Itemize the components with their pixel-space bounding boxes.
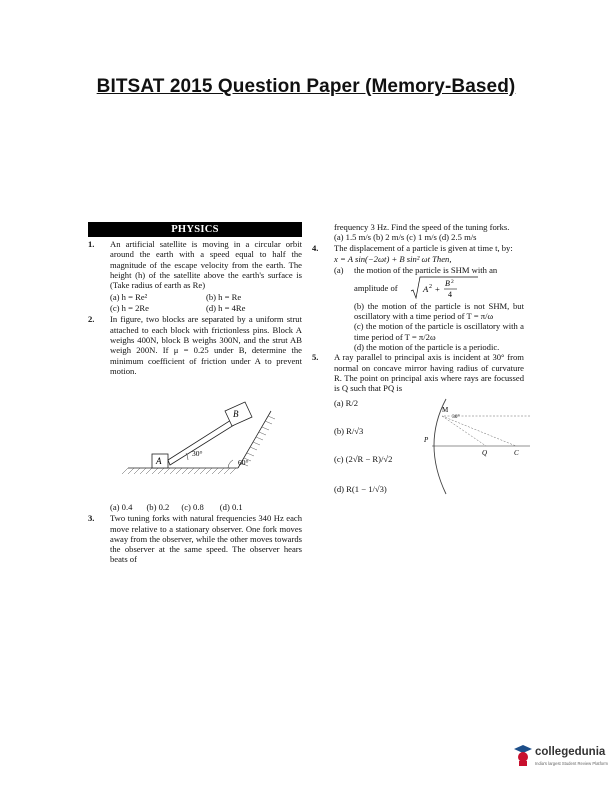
q4-option-b-text: (b) the motion of the particle is not SHM, but oscillatory with a time period of T = π/ω bbox=[354, 300, 524, 322]
q4-equation: x = A sin(−2ωt) + B sin² ωt Then, bbox=[334, 253, 452, 264]
q5-option-c: (c) (2√R − R)/√2 bbox=[334, 453, 393, 464]
strut-diagram bbox=[88, 380, 302, 500]
q2-option-b: (b) 0.2 bbox=[146, 502, 170, 513]
q2-options bbox=[88, 502, 302, 513]
right-column bbox=[312, 222, 524, 514]
q4-option-d-text: (d) the motion of the particle is a periodic. bbox=[354, 342, 500, 353]
question-number: 3. bbox=[88, 513, 95, 524]
question-text: In figure, two blocks are separated by a uniform strut attached to each block with frictionless pins. Block A weighs 400N, block B weighs 300N, and the strut AB weigh 200N. If μ = 0.25 under B, determine the minimum coefficient of friction under A to prevent motion. bbox=[110, 314, 302, 376]
logo-tagline: India's largest Student Review Platform bbox=[535, 761, 608, 766]
q1-option-b: (b) h = Re bbox=[206, 292, 242, 303]
question-number: 4. bbox=[312, 243, 319, 254]
q4-option-c-text: (c) the motion of the particle is oscillatory with a time period of T = π/2ω bbox=[354, 321, 524, 342]
q5-option-a: (a) R/2 bbox=[334, 397, 359, 408]
question-1 bbox=[88, 239, 302, 290]
q5-options-and-figure bbox=[312, 394, 524, 514]
question-text: The displacement of a particle is given at time t, by: bbox=[334, 243, 513, 254]
q2-option-d: (d) 0.1 bbox=[219, 502, 243, 513]
q4-option-a: (a) the motion of the particle is SHM with an bbox=[334, 264, 498, 275]
question-number: 5. bbox=[312, 352, 319, 363]
block-a-label: A bbox=[156, 456, 162, 467]
question-text: An artificial satellite is moving in a circular orbit around the earth with a speed equal to half the magnitude of the escape velocity from the earth. The height (h) of the satellite above the earth's surface is (Take radius of earth as Re) bbox=[110, 239, 302, 291]
point-q-label: Q bbox=[482, 448, 488, 457]
question-5 bbox=[312, 352, 524, 393]
strut-ab bbox=[168, 420, 234, 465]
angle-arc-60 bbox=[228, 460, 233, 468]
normal-line bbox=[442, 416, 516, 446]
angle-30-label: 30° bbox=[192, 449, 203, 459]
block-b-label: B bbox=[233, 409, 239, 420]
collegedunia-logo bbox=[513, 743, 612, 779]
svg-text:+: + bbox=[435, 283, 440, 294]
q2-option-c: (c) 0.8 bbox=[181, 502, 204, 513]
q1-options-row-2 bbox=[88, 303, 302, 314]
svg-text:2: 2 bbox=[429, 283, 432, 290]
question-text: A ray parallel to principal axis is incident at 30° from normal on concave mirror having radius of curvature R. The point on principal axis where rays are focussed is Q such that PQ is bbox=[334, 352, 524, 394]
ground-hatch bbox=[122, 468, 236, 474]
q5-option-b: (b) R/√3 bbox=[334, 425, 364, 436]
angle-60-label: 60° bbox=[238, 458, 249, 468]
svg-text:4: 4 bbox=[448, 289, 452, 299]
q1-option-a: (a) h = Re² bbox=[110, 292, 148, 303]
q4-option-b bbox=[312, 301, 524, 322]
svg-text:2: 2 bbox=[451, 278, 454, 285]
point-m-label: M bbox=[442, 405, 449, 414]
amplitude-formula bbox=[410, 275, 480, 301]
q5-option-d: (d) R(1 − 1/√3) bbox=[334, 483, 387, 494]
section-header: PHYSICS bbox=[88, 222, 302, 237]
svg-text:A: A bbox=[423, 283, 429, 294]
q1-options-row-1 bbox=[88, 292, 302, 303]
q2-option-a: (a) 0.4 bbox=[110, 502, 133, 513]
svg-text:B: B bbox=[445, 278, 450, 288]
logo-text: collegedunia bbox=[535, 746, 606, 758]
question-number: 1. bbox=[88, 239, 95, 249]
q1-option-c: (c) h = 2Re bbox=[110, 303, 149, 314]
graduation-cap-icon bbox=[513, 743, 533, 767]
point-p-label: P bbox=[424, 435, 429, 444]
mirror-diagram bbox=[412, 394, 532, 504]
q4-option-c bbox=[312, 321, 524, 342]
question-4 bbox=[312, 243, 524, 253]
q3-options: (a) 1.5 m/s (b) 2 m/s (c) 1 m/s (d) 2.5 m/s bbox=[334, 232, 477, 243]
q4-option-d bbox=[312, 342, 524, 352]
page-title: BITSAT 2015 Question Paper (Memory-Based) bbox=[96, 76, 516, 97]
question-text: Two tuning forks with natural frequencies 340 Hz each move relative to a stationary observer. One fork moves away from the observer, while the other moves towards the observer at the same speed. The observer hears beats of bbox=[110, 513, 302, 565]
incidence-angle-label: 30° bbox=[452, 413, 460, 420]
q4-amplitude-label: amplitude of bbox=[354, 282, 398, 293]
question-2 bbox=[88, 314, 302, 376]
point-c-label: C bbox=[514, 448, 519, 457]
question-number: 2. bbox=[88, 314, 95, 325]
question-3 bbox=[88, 513, 302, 564]
q4-option-a-text: the motion of the particle is SHM with an bbox=[354, 264, 498, 275]
q4-amplitude bbox=[312, 275, 524, 301]
left-column bbox=[88, 222, 302, 565]
q3-continuation: frequency 3 Hz. Find the speed of the tuning forks. bbox=[334, 222, 510, 232]
q1-option-d: (d) h = 4Re bbox=[206, 303, 246, 314]
